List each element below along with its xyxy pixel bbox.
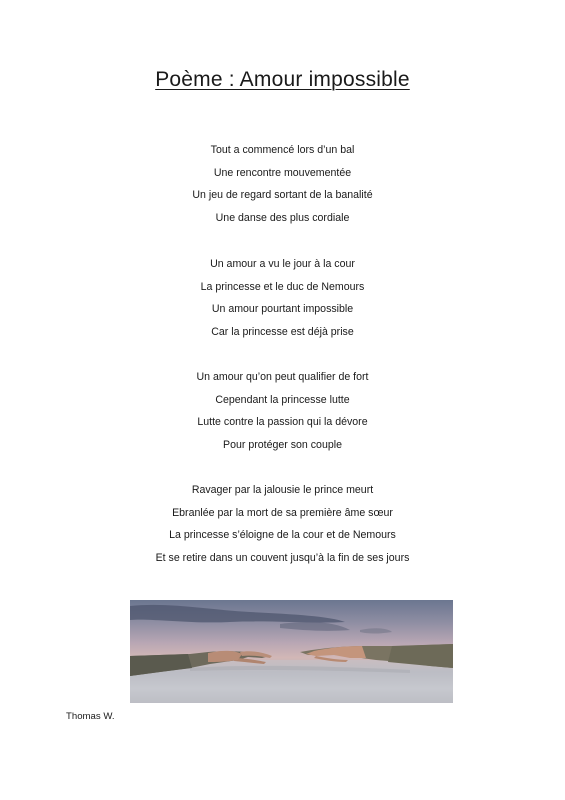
poem-line: Un amour a vu le jour à la cour	[210, 258, 355, 270]
poem-line: Un jeu de regard sortant de la banalité	[192, 189, 373, 202]
stanza-4	[0, 479, 565, 569]
hands-reaching-image	[130, 600, 453, 703]
poem-title: Poème : Amour impossible	[155, 68, 410, 91]
poem-line: Tout a commencé lors d’un bal	[210, 144, 355, 156]
poem-line: Lutte contre la passion qui la dévore	[197, 416, 368, 429]
poem-line: La princesse s’éloigne de la cour et de Nemours	[169, 529, 396, 542]
poem-line: Une danse des plus cordiale	[215, 211, 350, 224]
poem-line: Un amour qu’on peut qualifier de fort	[196, 371, 369, 383]
poem-line: Et se retire dans un couvent jusqu’à la fin de ses jours	[155, 551, 410, 564]
poem-line: Car la princesse est déjà prise	[211, 325, 354, 338]
stanza-2	[0, 253, 565, 343]
poem-line: La princesse et le duc de Nemours	[200, 280, 365, 293]
stanza-3	[0, 366, 565, 456]
poem-line: Ebranlée par la mort de sa première âme sœur	[172, 506, 393, 519]
poem-line: Ravager par la jalousie le prince meurt	[191, 484, 374, 496]
poem-line: Un amour pourtant impossible	[211, 303, 354, 316]
poem-line: Pour protéger son couple	[223, 438, 342, 451]
poem-line: Cependant la princesse lutte	[215, 393, 350, 406]
poem-line: Une rencontre mouvementée	[213, 166, 352, 179]
stanza-1	[0, 139, 565, 229]
author-signature: Thomas W.	[66, 711, 115, 722]
